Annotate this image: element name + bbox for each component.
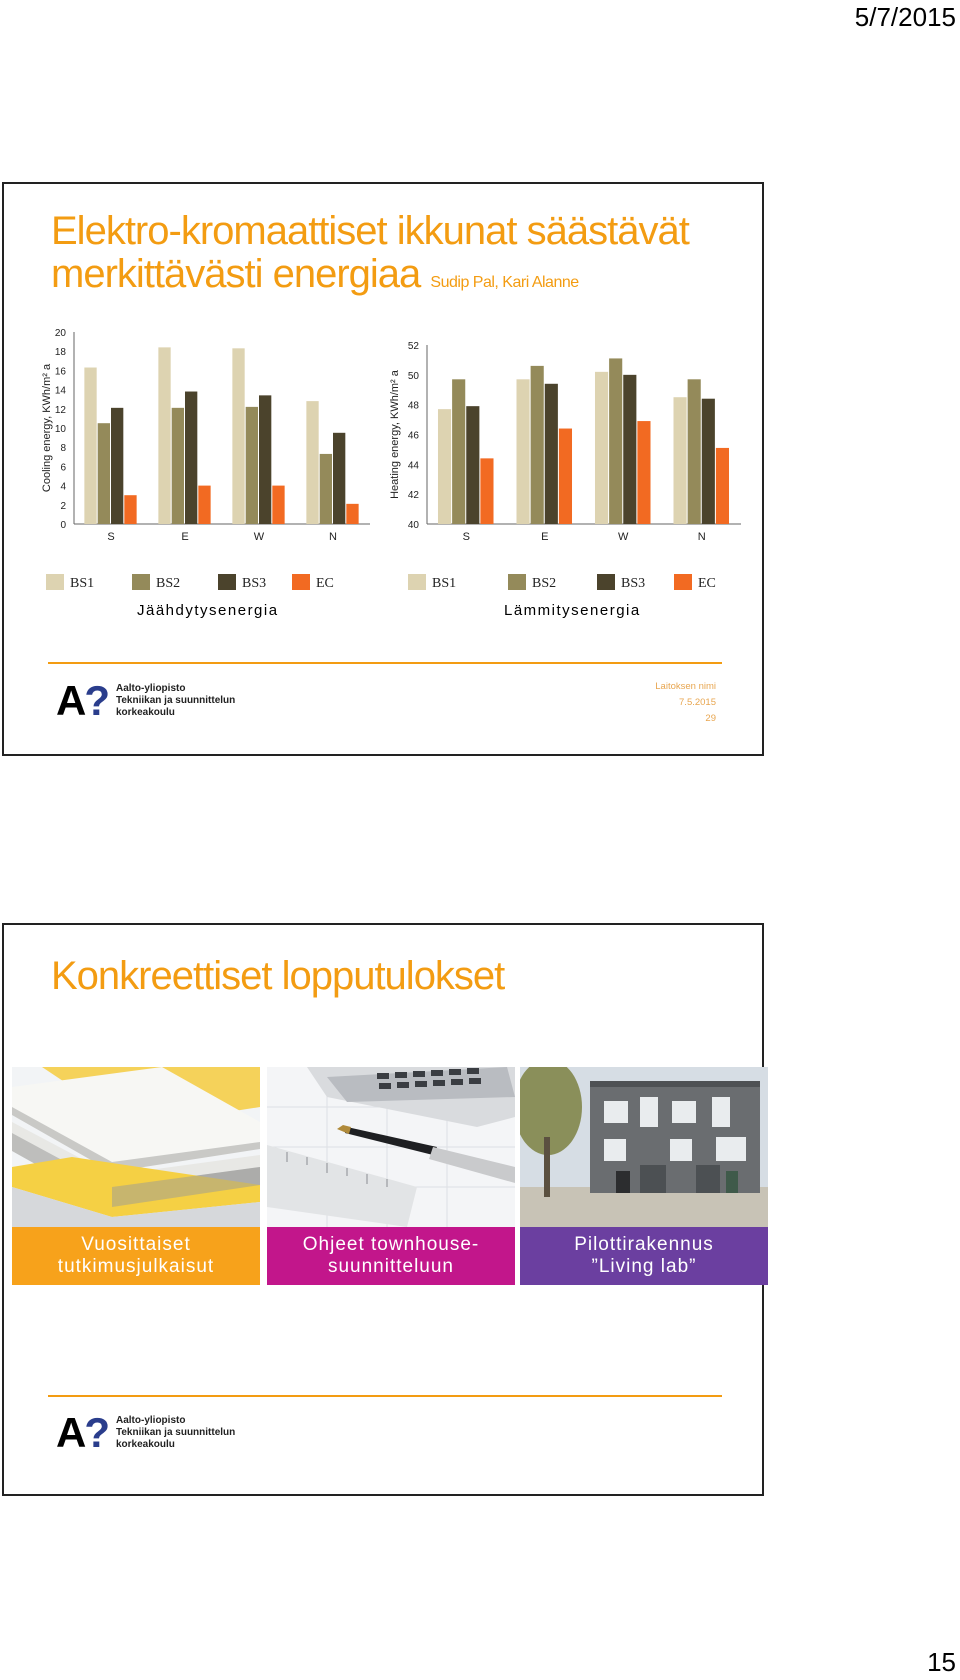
slide-energy-savings [2, 182, 764, 756]
townhouse-photo [520, 1067, 768, 1227]
cooling-legend-label-bs2: BS2 [156, 576, 181, 591]
heating-bar-bs3-n [702, 399, 715, 524]
footer-date: 7.5.2015 [679, 697, 716, 708]
card-caption-publications: Vuosittaiset tutkimusjulkaisut [12, 1227, 260, 1285]
cooling-xtick-label: W [253, 531, 265, 543]
energy-charts [4, 184, 762, 624]
logo-line-1: Aalto-yliopisto [116, 1415, 186, 1426]
heating-bar-bs1-e [516, 379, 529, 524]
cooling-ytick-label: 8 [60, 443, 66, 455]
cooling-ytick-label: 12 [54, 404, 66, 416]
heating-ytick-label: 42 [407, 490, 419, 502]
heating-y-axis-label: Heating energy, KWh/m² a [389, 370, 401, 499]
footer-department: Laitoksen nimi [655, 681, 716, 692]
heating-ytick-label: 44 [407, 460, 419, 472]
cooling-bar-bs3-s [111, 408, 123, 524]
aalto-logo-icon: A? [56, 677, 108, 724]
heating-ytick-label: 50 [407, 370, 419, 382]
logo-line-2: Tekniikan ja suunnittelun [116, 1427, 236, 1438]
cooling-chart-caption: Jäähdytysenergia [137, 602, 279, 619]
cooling-ytick-label: 4 [60, 481, 66, 493]
cooling-bar-bs1-s [84, 368, 96, 524]
heating-bar-ec-n [716, 448, 729, 524]
heating-ytick-label: 48 [407, 400, 419, 412]
cooling-legend-swatch-bs1 [46, 574, 64, 590]
heating-bar-bs3-w [623, 375, 636, 524]
heating-legend-swatch-bs3 [597, 574, 615, 590]
aalto-logo [56, 677, 236, 724]
cooling-bar-ec-w [272, 486, 284, 524]
cooling-bar-bs2-n [320, 454, 332, 524]
heating-bar-bs2-n [688, 379, 701, 524]
logo-line-3: korkeakoulu [116, 1439, 175, 1450]
footer-slide-number: 29 [705, 713, 716, 724]
heating-legend-swatch-bs2 [508, 574, 526, 590]
heating-bar-bs3-e [545, 384, 558, 524]
heating-bar-ec-w [637, 421, 650, 524]
heating-bar-bs1-s [438, 409, 451, 524]
slide-footer-meta [655, 679, 716, 727]
calculator-pen-photo [267, 1067, 515, 1227]
page-number: 15 [927, 1647, 956, 1677]
cooling-y-axis-label: Cooling energy, KWh/m² a [41, 363, 53, 493]
title-authors: Sudip Pal, Kari Alanne [430, 274, 579, 291]
heating-legend-swatch-bs1 [408, 574, 426, 590]
cooling-bar-bs3-n [333, 433, 345, 524]
title-line-2: merkittävästi energiaa [51, 252, 421, 296]
heating-bar-bs2-e [531, 366, 544, 524]
cooling-ytick-label: 18 [54, 347, 66, 359]
cooling-legend-label-ec: EC [316, 576, 334, 591]
cooling-ytick-label: 6 [60, 462, 66, 474]
cooling-legend-swatch-ec [292, 574, 310, 590]
heating-bar-bs2-w [609, 358, 622, 524]
heating-ytick-label: 46 [407, 430, 419, 442]
heating-legend-swatch-ec [674, 574, 692, 590]
heating-chart-caption: Lämmitysenergia [504, 602, 641, 619]
cooling-bar-ec-e [198, 486, 210, 524]
cooling-bar-bs1-w [232, 348, 244, 524]
footer-rule [48, 662, 722, 664]
cooling-xtick-label: E [181, 531, 189, 543]
heating-xtick-label: S [462, 531, 470, 543]
cooling-legend-label-bs3: BS3 [242, 576, 267, 591]
aalto-logo [56, 1409, 236, 1456]
cooling-bar-ec-n [346, 504, 358, 524]
cooling-xtick-label: S [107, 531, 115, 543]
heating-bar-ec-e [559, 429, 572, 524]
heating-xtick-label: N [697, 531, 706, 543]
cooling-bar-bs2-e [172, 408, 184, 524]
slide-title: Konkreettiset lopputulokset [51, 954, 505, 998]
heating-bar-ec-s [480, 458, 493, 524]
cooling-legend-swatch-bs3 [218, 574, 236, 590]
logo-line-3: korkeakoulu [116, 707, 175, 718]
cooling-bar-bs3-e [185, 392, 197, 524]
reports-photo [12, 1067, 260, 1227]
cooling-legend-label-bs1: BS1 [70, 576, 95, 591]
heating-bar-bs1-w [595, 372, 608, 524]
heating-ytick-label: 52 [407, 341, 419, 352]
slide-results [2, 923, 764, 1496]
cooling-bar-ec-s [124, 495, 136, 524]
logo-line-2: Tekniikan ja suunnittelun [116, 695, 236, 706]
heating-bar-bs1-n [673, 397, 686, 524]
page-date: 5/7/2015 [854, 2, 956, 32]
cooling-ytick-label: 0 [60, 520, 66, 531]
aalto-logo-icon: A? [56, 1409, 108, 1456]
card-caption-pilot-building: Pilottirakennus ”Living lab” [520, 1227, 768, 1285]
card-caption-guidelines: Ohjeet townhouse- suunnitteluun [267, 1227, 515, 1285]
logo-line-1: Aalto-yliopisto [116, 683, 186, 694]
cooling-ytick-label: 16 [54, 366, 66, 378]
footer-rule [48, 1395, 722, 1397]
heating-bar-bs3-s [466, 406, 479, 524]
heating-legend-label-bs2: BS2 [532, 576, 557, 591]
heating-legend-label-ec: EC [698, 576, 716, 591]
cooling-bar-bs2-s [98, 423, 110, 524]
heating-ytick-label: 40 [407, 520, 419, 531]
cooling-ytick-label: 10 [54, 424, 66, 435]
cooling-bar-bs3-w [259, 395, 271, 524]
heating-xtick-label: W [618, 531, 629, 543]
cooling-bar-bs1-n [306, 401, 318, 524]
cooling-ytick-label: 20 [54, 328, 66, 339]
cooling-ytick-label: 14 [54, 385, 66, 397]
title-line-1: Elektro-kromaattiset ikkunat säästävät [51, 209, 689, 253]
cooling-ytick-label: 2 [60, 500, 66, 512]
cooling-xtick-label: N [329, 531, 337, 543]
cooling-bar-bs1-e [158, 347, 170, 524]
heating-xtick-label: E [541, 531, 549, 543]
cooling-bar-bs2-w [246, 407, 258, 524]
heating-bar-bs2-s [452, 379, 465, 524]
heating-legend-label-bs3: BS3 [621, 576, 646, 591]
heating-legend-label-bs1: BS1 [432, 576, 457, 591]
cooling-legend-swatch-bs2 [132, 574, 150, 590]
